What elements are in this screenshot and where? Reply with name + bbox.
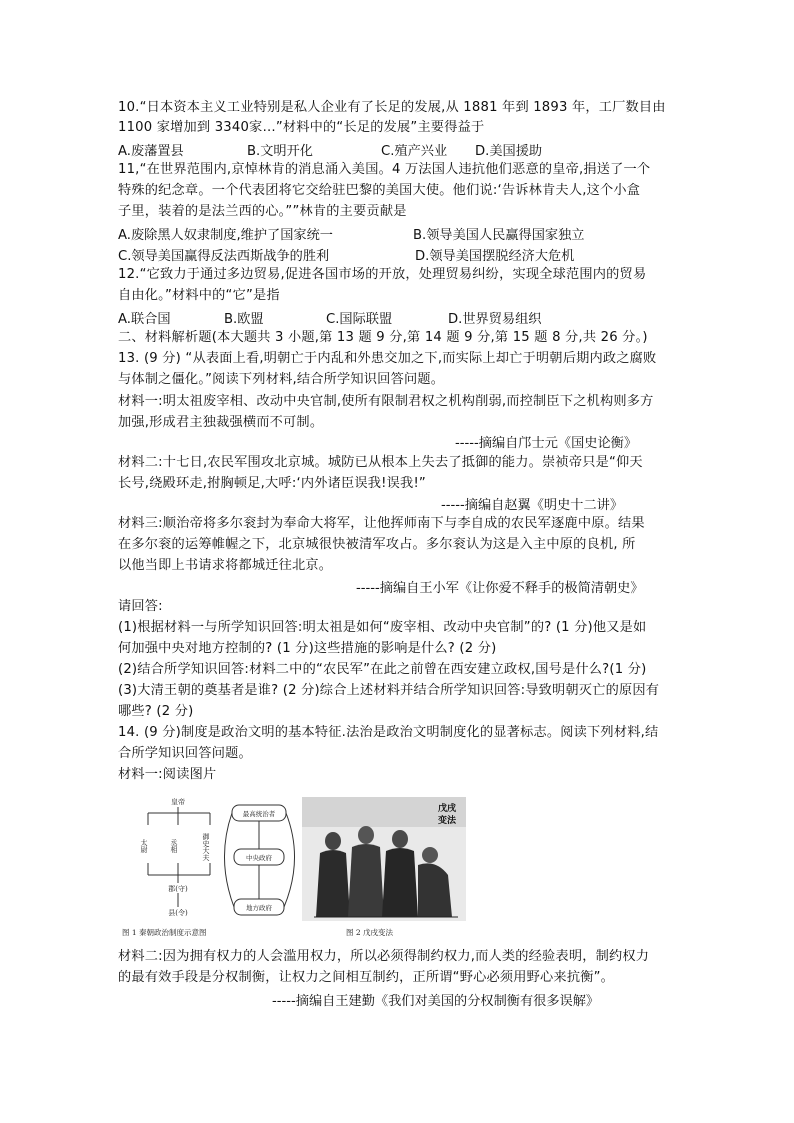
q14-line2: 合所学知识回答问题。	[118, 746, 252, 761]
figure-svg	[118, 795, 470, 941]
fig1-mid: 丞相	[170, 839, 178, 853]
q13-sub3-line1: (3)大清王朝的奠基者是谁? (2 分)综合上述材料并结合所学知识回答:导致明朝灭亡的原因有	[118, 683, 660, 698]
q14-material2-line2: 的最有效手段是分权制衡，让权力之间相互制约，正所谓“野心必须用野心来抗衡”。	[118, 970, 615, 985]
q13-material3-line2: 在多尔衮的运筹帷幄之下，北京城很快被清军攻占。多尔衮认为这是入主中原的良机, 所	[118, 537, 636, 552]
q10-line2: 1100 家增加到 3340家…”材料中的“长足的发展”主要得益于	[118, 120, 485, 135]
q13-material2-line1: 材料二:十七日,农民军围攻北京城。城防已从根本上失去了抵御的能力。崇祯帝只是“仰天	[118, 455, 643, 470]
q10-line1: 10.“日本资本主义工业特别是私人企业有了长足的发展,从 1881 年到 1893 年，工厂数目由	[118, 100, 666, 115]
q11-option-a: A.废除黑人奴隶制度,维护了国家统一	[118, 228, 333, 243]
q13-material1-line1: 材料一:明太祖废宰相、改动中央官制,使所有限制君权之机构削弱,而控制臣下之机构则多方	[118, 394, 654, 409]
figure-panel	[118, 795, 470, 941]
q11-option-c: C.领导美国赢得反法西斯战争的胜利	[118, 249, 330, 264]
q13-material3-line1: 材料三:顺治帝将多尔衮封为奉命大将军，让他挥师南下与李自成的农民军逐鹿中原。结果	[118, 516, 645, 531]
q10-option-b: B.文明开化	[247, 144, 313, 159]
q13-ask: 请回答:	[118, 599, 163, 614]
q10-option-a: A.废藩置县	[118, 144, 184, 159]
fig-mid-top: 最高统治者	[242, 810, 276, 818]
q13-sub3-line2: 哪些? (2 分)	[118, 704, 194, 719]
q14-line1: 14. (9 分)制度是政治文明的基本特征.法治是政治文明制度化的显著标志。阅读下列材料,结	[118, 725, 659, 740]
fig1-left: 太尉	[140, 839, 148, 853]
q13-sub2: (2)结合所学知识回答:材料二中的“农民军”在此之前曾在西安建立政权,国号是什么?(1 分)	[118, 662, 647, 677]
q13-line1: 13. (9 分) “从表面上看,明朝亡于内乱和外患交加之下,而实际上却亡于明朝后期内政之腐败	[118, 351, 657, 366]
section-heading: 二、材料解析题(本大题共 3 小题,第 13 题 9 分,第 14 题 9 分,第 15 题 8 分,共 26 分。)	[118, 330, 648, 345]
q11-line2: 特殊的纪念章。一个代表团将它交给驻巴黎的美国大使。他们说:‘告诉林肯夫人,这个小盒	[118, 183, 641, 198]
q13-material3-source: -----摘编自王小军《让你爱不释手的极简清朝史》	[356, 581, 644, 596]
q12-line1: 12.“它致力于通过多边贸易,促进各国市场的开放，处理贸易纠纷，实现全球范围内的贸易	[118, 267, 647, 282]
fig-mid-middle: 中央政府	[246, 854, 272, 862]
fig1-caption: 图 1 秦朝政治制度示意图	[122, 928, 207, 937]
q10-option-c: C.殖产兴业	[381, 144, 448, 159]
q13-sub1-line1: (1)根据材料一与所学知识回答:明太祖是如何“废宰相、改动中央官制”的? (1 分)他又是如	[118, 620, 647, 635]
q13-material2-source: -----摘编自赵翼《明史十二讲》	[441, 498, 624, 513]
fig2-title-line2: 变法	[438, 816, 457, 826]
fig1-emperor: 皇帝	[171, 798, 185, 806]
q12-option-b: B.欧盟	[224, 312, 264, 327]
fig1-xian: 县(令)	[168, 909, 188, 917]
q13-material1-source: -----摘编自邝士元《国史论衡》	[455, 436, 638, 451]
q12-line2: 自由化。”材料中的“它”是指	[118, 288, 280, 303]
q10-option-d: D.美国援助	[475, 144, 543, 159]
q11-line3: 子里，装着的是法兰西的心。””林肯的主要贡献是	[118, 204, 407, 219]
q13-material1-line2: 加强,形成君主独裁强横而不可制。	[118, 415, 324, 430]
q14-material2-source: -----摘编自王建勤《我们对美国的分权制衡有很多误解》	[272, 994, 600, 1009]
q12-option-d: D.世界贸易组织	[448, 312, 542, 327]
fig2-title-line1: 戊戌	[438, 804, 457, 814]
q14-material2-line1: 材料二:因为拥有权力的人会滥用权力，所以必须得制约权力,而人类的经验表明，制约权力	[118, 949, 650, 964]
q11-option-d: D.领导美国摆脱经济大危机	[415, 249, 575, 264]
q14-material1-label: 材料一:阅读图片	[118, 767, 217, 782]
fig2-caption: 图 2 戊戌变法	[346, 928, 394, 937]
fig1-right: 御史大夫	[202, 833, 210, 861]
q13-material2-line2: 长号,绕殿环走,拊胸顿足,大呼:‘内外诸臣误我!误我!”	[118, 476, 426, 491]
q12-option-c: C.国际联盟	[326, 312, 393, 327]
q13-line2: 与体制之僵化。”阅读下列材料,结合所学知识回答问题。	[118, 372, 445, 387]
q13-material3-line3: 以他当即上书请求将都城迁往北京。	[118, 558, 333, 573]
q13-sub1-line2: 何加强中央对地方控制的? (1 分)这些措施的影响是什么? (2 分)	[118, 641, 497, 656]
q11-option-b: B.领导美国人民赢得国家独立	[413, 228, 585, 243]
q11-line1: 11,“在世界范围内,京悼林肯的消息涌入美国。4 万法国人违抗他们恶意的皇帝,捐送了一个	[118, 162, 651, 177]
fig1-jun: 郡(守)	[168, 885, 188, 893]
fig-mid-bottom: 地方政府	[246, 904, 272, 912]
q12-option-a: A.联合国	[118, 312, 171, 327]
